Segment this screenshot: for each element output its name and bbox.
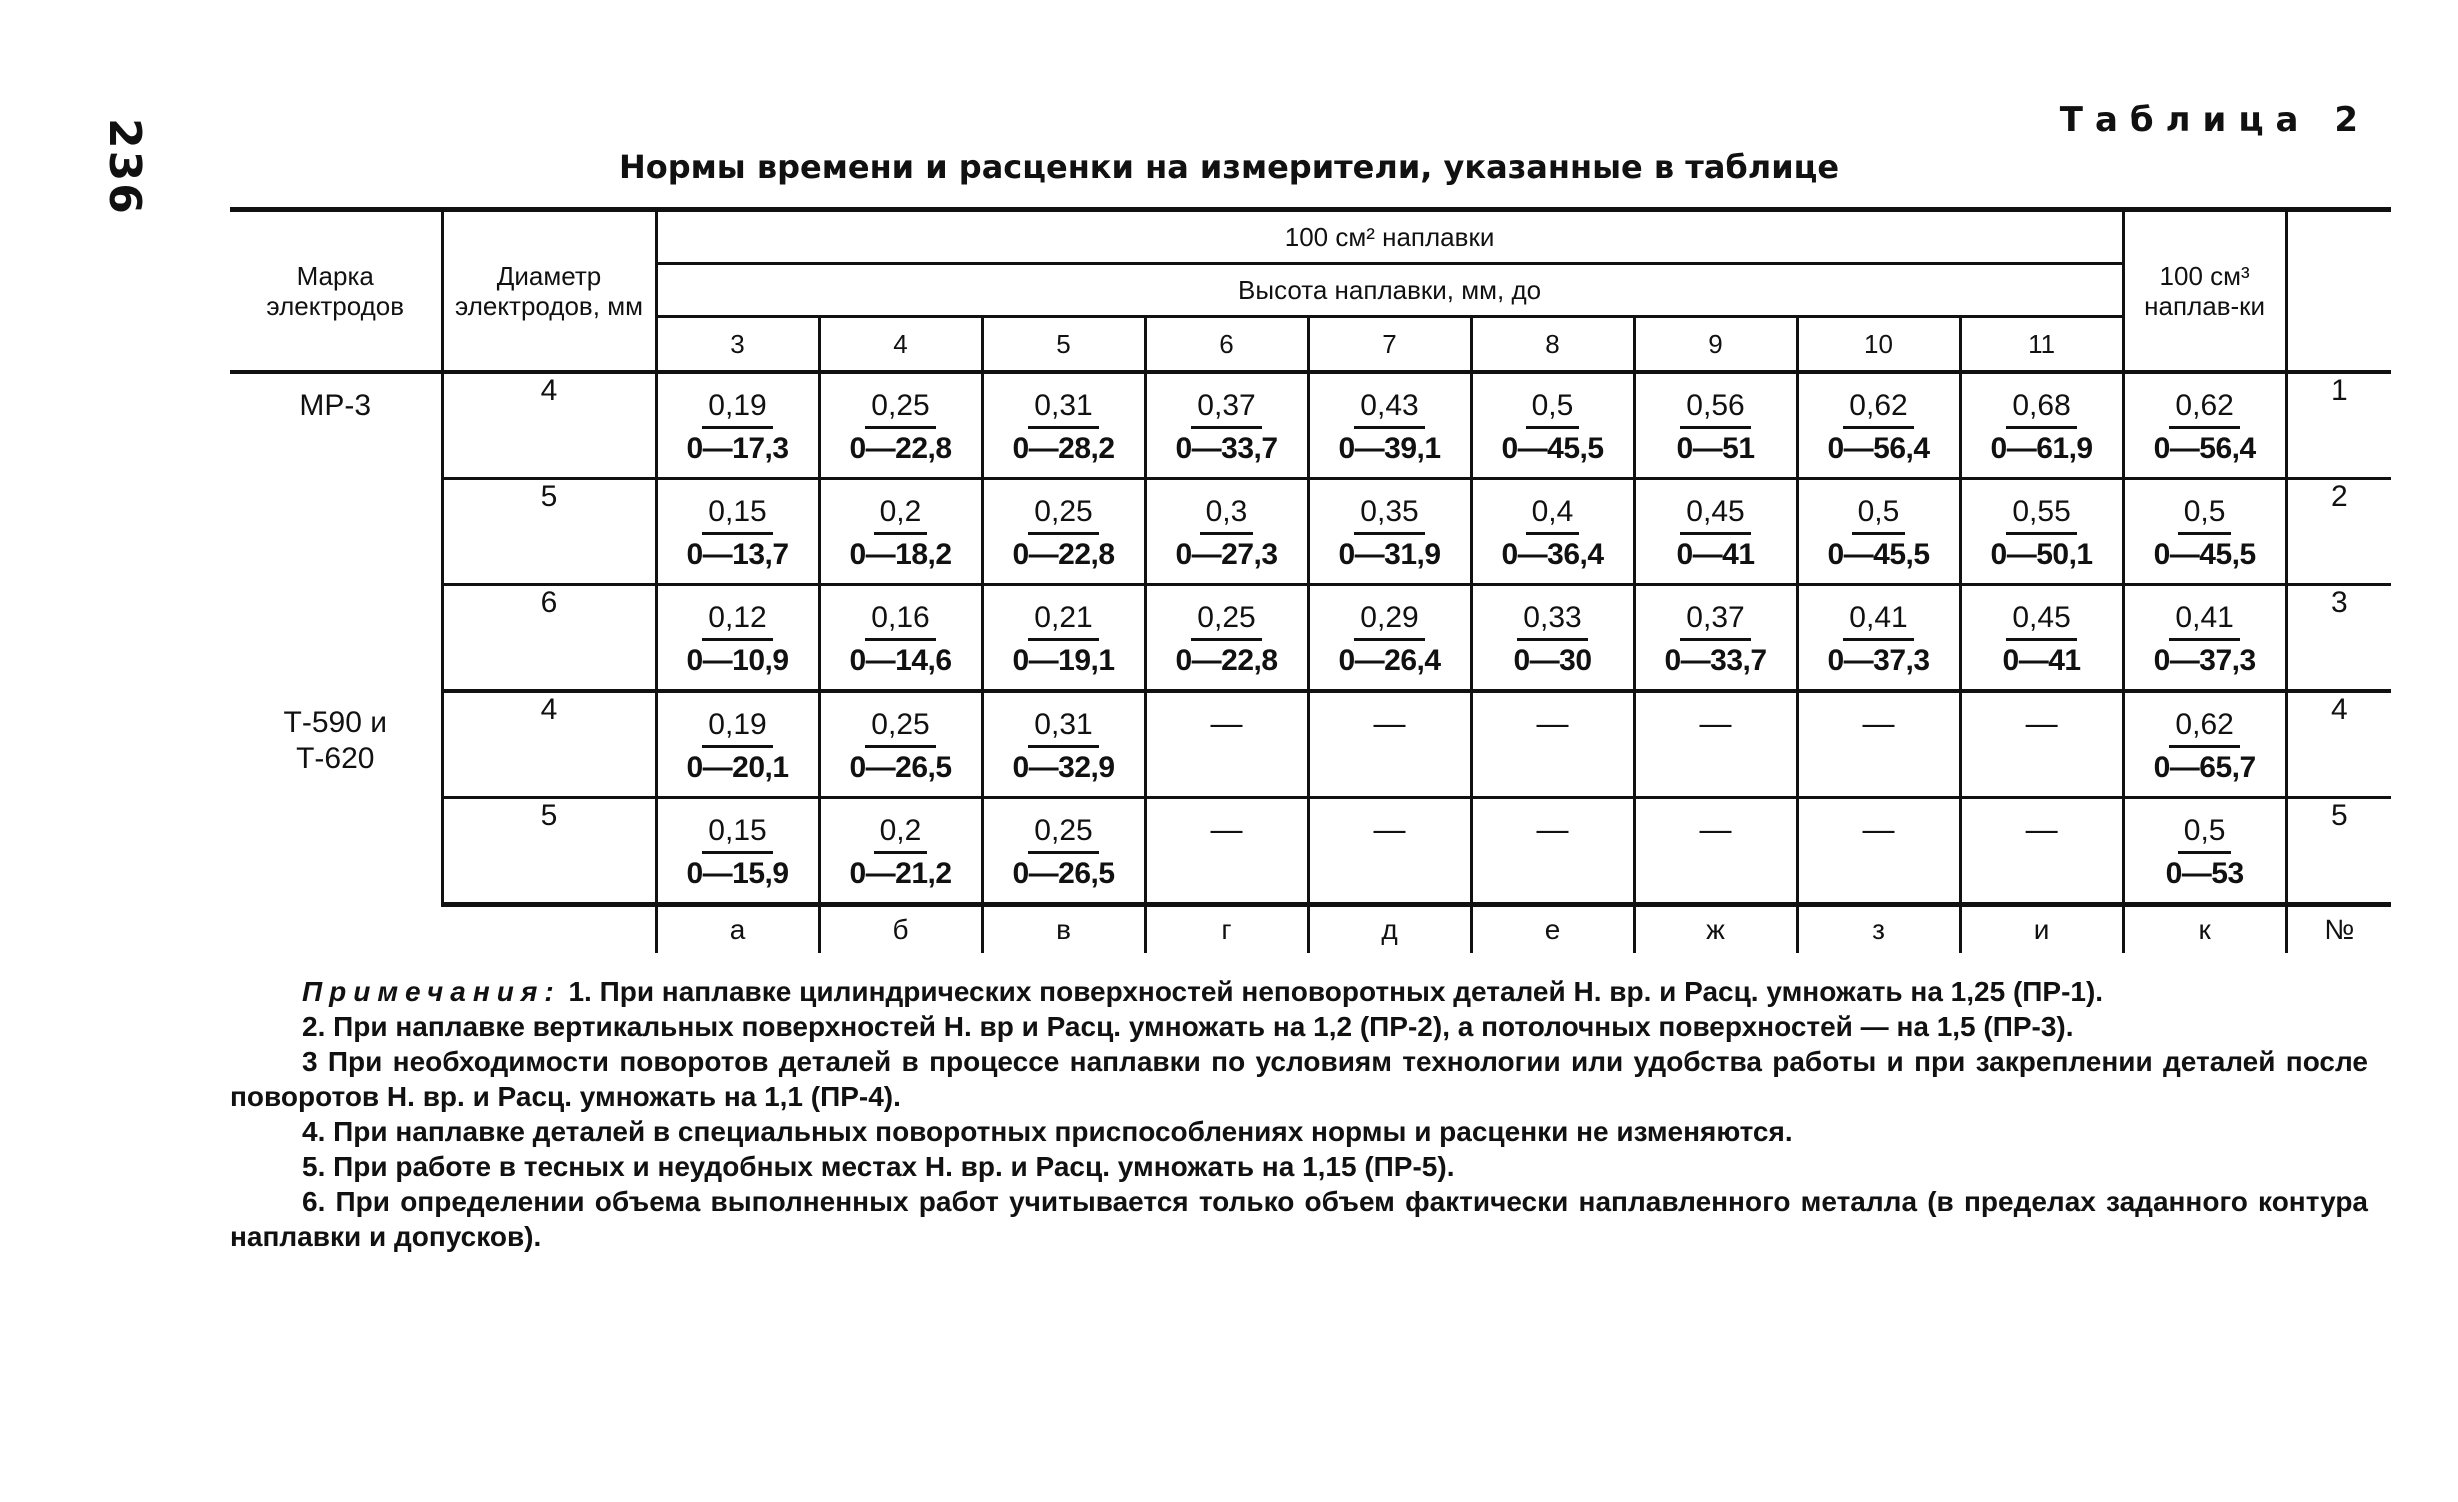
norm-cell: [1145, 372, 1308, 479]
norm-fraction: [1664, 598, 1766, 681]
norm-fraction: [2154, 598, 2256, 681]
rate-price: 0—19,1: [1012, 644, 1115, 677]
notes-lead: Примечания:: [302, 976, 561, 1007]
norms-table: [230, 207, 2391, 953]
empty-dash: —: [1862, 811, 1895, 847]
electrode-diameter: 4: [442, 372, 656, 479]
norm-fraction: [1338, 492, 1440, 575]
norm-fraction: [1827, 598, 1929, 681]
empty-dash: —: [1210, 811, 1243, 847]
time-norm: 0,55: [2006, 492, 2076, 535]
electrode-diameter: 5: [442, 798, 656, 905]
header-height-group: Высота наплавки, мм, до: [656, 264, 2123, 317]
column-letter: к: [2123, 905, 2286, 954]
time-norm: 0,12: [702, 598, 772, 641]
column-letter: г: [1145, 905, 1308, 954]
table-row: [230, 372, 2391, 479]
norm-cell: [1308, 372, 1471, 479]
row-number: 3: [2286, 585, 2391, 692]
norm-cell: [1471, 585, 1634, 692]
rate-price: 0—56,4: [1827, 432, 1930, 465]
time-norm: 0,5: [1852, 492, 1906, 535]
norm-cell: [1960, 585, 2123, 692]
rate-price: 0—22,8: [849, 432, 952, 465]
table-row: [230, 691, 2391, 798]
row-number: 2: [2286, 479, 2391, 585]
rate-price: 0—41: [1676, 538, 1755, 571]
column-letter: а: [656, 905, 819, 954]
rate-price: 0—30: [1513, 644, 1592, 677]
empty-dash: —: [1210, 705, 1243, 741]
empty-dash: —: [1699, 811, 1732, 847]
column-letter: е: [1471, 905, 1634, 954]
page-number: 236: [99, 118, 150, 216]
norm-fraction: [1676, 386, 1754, 469]
rate-price: 0—14,6: [849, 644, 952, 677]
rate-price: 0—45,5: [2153, 538, 2256, 571]
header-height-7: 7: [1308, 317, 1471, 373]
rate-price: 0—37,3: [1827, 644, 1930, 677]
rate-price: 0—22,8: [1012, 538, 1115, 571]
norm-cell: [1308, 691, 1471, 798]
time-norm: 0,31: [1028, 705, 1098, 748]
time-norm: 0,56: [1680, 386, 1750, 429]
electrode-brand: Т-590 и Т-620: [230, 691, 442, 905]
empty-dash: —: [1373, 705, 1406, 741]
norm-cell: [982, 585, 1145, 692]
rate-price: 0—45,5: [1501, 432, 1604, 465]
note-3: 3 При необходимости поворотов деталей в процессе наплавки по условиям технологии или удобства работы и при закреплении деталей после поворотов Н. вр. и Расц. умножать на 1,1 (ПР-4).: [230, 1046, 2368, 1112]
norm-fraction: [686, 492, 788, 575]
norm-cell: [1797, 798, 1960, 905]
time-norm: 0,16: [865, 598, 935, 641]
time-norm: 0,25: [1191, 598, 1261, 641]
time-norm: 0,45: [2006, 598, 2076, 641]
norm-cell: [1145, 585, 1308, 692]
column-letter: и: [1960, 905, 2123, 954]
time-norm: 0,3: [1200, 492, 1254, 535]
note-6: 6. При определении объема выполненных работ учитывается только объем фактически наплавленного металла (в пределах заданного контура наплавки и допусков).: [230, 1186, 2368, 1252]
norm-cell: [982, 479, 1145, 585]
rate-price: 0—13,7: [686, 538, 789, 571]
norm-fraction: [1501, 386, 1603, 469]
norm-fraction: [1513, 598, 1591, 681]
time-norm: 0,45: [1680, 492, 1750, 535]
time-norm: 0,62: [1843, 386, 1913, 429]
rate-price: 0—33,7: [1664, 644, 1767, 677]
norm-cell: [1308, 585, 1471, 692]
time-norm: 0,5: [2178, 492, 2232, 535]
time-norm: 0,43: [1354, 386, 1424, 429]
norm-fraction: [1012, 705, 1114, 788]
empty-dash: —: [1373, 811, 1406, 847]
table-row: [230, 798, 2391, 905]
header-brand: Марка электродов: [230, 210, 442, 373]
note-4: 4. При наплавке деталей в специальных поворотных приспособлениях нормы и расценки не изменяются.: [302, 1116, 1793, 1147]
norm-cell: [2123, 798, 2286, 905]
norm-cell: [819, 691, 982, 798]
rate-price: 0—41: [2002, 644, 2081, 677]
norm-fraction: [2154, 705, 2256, 788]
notes: [230, 974, 2368, 1254]
rate-price: 0—18,2: [849, 538, 952, 571]
rate-price: 0—10,9: [686, 644, 789, 677]
norm-cell: [1471, 691, 1634, 798]
norm-fraction: [849, 598, 951, 681]
time-norm: 0,25: [1028, 492, 1098, 535]
row-number: 1: [2286, 372, 2391, 479]
row-number: 5: [2286, 798, 2391, 905]
norm-cell: [1634, 479, 1797, 585]
rate-price: 0—39,1: [1338, 432, 1441, 465]
time-norm: 0,31: [1028, 386, 1098, 429]
norm-fraction: [1338, 598, 1440, 681]
norm-cell: [656, 585, 819, 692]
norm-cell: [2123, 479, 2286, 585]
norm-cell: [656, 798, 819, 905]
note-5: 5. При работе в тесных и неудобных местах Н. вр. и Расц. умножать на 1,15 (ПР-5).: [302, 1151, 1455, 1182]
time-norm: 0,15: [702, 811, 772, 854]
time-norm: 0,41: [2169, 598, 2239, 641]
note-2: 2. При наплавке вертикальных поверхностей Н. вр и Расц. умножать на 1,2 (ПР-2), а потолочных поверхностей — на 1,5 (ПР-3).: [302, 1011, 2074, 1042]
header-height-8: 8: [1471, 317, 1634, 373]
norm-fraction: [1991, 492, 2093, 575]
norm-cell: [1308, 798, 1471, 905]
norm-fraction: [686, 705, 788, 788]
rate-price: 0—51: [1676, 432, 1755, 465]
norm-cell: [1797, 585, 1960, 692]
number-label: №: [2286, 905, 2391, 954]
norm-fraction: [1175, 598, 1277, 681]
rate-price: 0—22,8: [1175, 644, 1278, 677]
time-norm: 0,62: [2169, 386, 2239, 429]
norm-cell: [1960, 372, 2123, 479]
header-row-number: [2286, 210, 2391, 373]
rate-price: 0—21,2: [849, 857, 952, 890]
norm-fraction: [1012, 386, 1114, 469]
norm-cell: [656, 479, 819, 585]
norm-fraction: [686, 598, 788, 681]
time-norm: 0,21: [1028, 598, 1098, 641]
rate-price: 0—20,1: [686, 751, 789, 784]
header-height-4: 4: [819, 317, 982, 373]
norm-fraction: [2003, 598, 2081, 681]
norm-cell: [1471, 479, 1634, 585]
electrode-diameter: 5: [442, 479, 656, 585]
table-label: Таблица 2: [2059, 100, 2370, 140]
time-norm: 0,62: [2169, 705, 2239, 748]
rate-price: 0—61,9: [1990, 432, 2093, 465]
rate-price: 0—28,2: [1012, 432, 1115, 465]
norm-fraction: [1501, 492, 1603, 575]
time-norm: 0,5: [2178, 811, 2232, 854]
norm-fraction: [2154, 386, 2256, 469]
header-height-9: 9: [1634, 317, 1797, 373]
header-volume: 100 см³ наплав-ки: [2123, 210, 2286, 373]
norm-cell: [1797, 691, 1960, 798]
norm-fraction: [686, 811, 788, 894]
header-height-6: 6: [1145, 317, 1308, 373]
norm-cell: [1634, 798, 1797, 905]
norm-cell: [1471, 798, 1634, 905]
time-norm: 0,37: [1191, 386, 1261, 429]
rate-price: 0—27,3: [1175, 538, 1278, 571]
header-height-10: 10: [1797, 317, 1960, 373]
header-height-3: 3: [656, 317, 819, 373]
time-norm: 0,29: [1354, 598, 1424, 641]
rate-price: 0—31,9: [1338, 538, 1441, 571]
table-title: Нормы времени и расценки на измерители, указанные в таблице: [618, 148, 1840, 186]
rate-price: 0—56,4: [2153, 432, 2256, 465]
electrode-brand: МР-3: [230, 372, 442, 691]
time-norm: 0,2: [874, 811, 928, 854]
time-norm: 0,25: [1028, 811, 1098, 854]
empty-dash: —: [1536, 811, 1569, 847]
rate-price: 0—53: [2165, 857, 2244, 890]
norm-cell: [982, 372, 1145, 479]
time-norm: 0,41: [1843, 598, 1913, 641]
electrode-diameter: 6: [442, 585, 656, 692]
time-norm: 0,19: [702, 705, 772, 748]
rate-price: 0—17,3: [686, 432, 789, 465]
norm-fraction: [1991, 386, 2093, 469]
header-height-11: 11: [1960, 317, 2123, 373]
header-area-group: 100 см² наплавки: [656, 210, 2123, 264]
norm-fraction: [686, 386, 788, 469]
rate-price: 0—15,9: [686, 857, 789, 890]
rate-price: 0—26,5: [849, 751, 952, 784]
norm-fraction: [849, 492, 951, 575]
time-norm: 0,2: [874, 492, 928, 535]
rate-price: 0—45,5: [1827, 538, 1930, 571]
rate-price: 0—37,3: [2153, 644, 2256, 677]
norm-fraction: [849, 811, 951, 894]
norm-fraction: [1012, 598, 1114, 681]
time-norm: 0,68: [2006, 386, 2076, 429]
norm-cell: [2123, 585, 2286, 692]
header-diameter: Диаметр электродов, мм: [442, 210, 656, 373]
norm-fraction: [849, 705, 951, 788]
rate-price: 0—36,4: [1501, 538, 1604, 571]
norm-fraction: [1012, 811, 1114, 894]
rate-price: 0—32,9: [1012, 751, 1115, 784]
norm-cell: [819, 585, 982, 692]
time-norm: 0,35: [1354, 492, 1424, 535]
norm-cell: [1634, 691, 1797, 798]
column-letter: д: [1308, 905, 1471, 954]
norm-cell: [656, 691, 819, 798]
norm-cell: [1145, 479, 1308, 585]
norm-cell: [982, 691, 1145, 798]
time-norm: 0,5: [1526, 386, 1580, 429]
norm-cell: [1145, 691, 1308, 798]
norm-fraction: [1676, 492, 1754, 575]
norm-cell: [2123, 691, 2286, 798]
column-letter: б: [819, 905, 982, 954]
electrode-diameter: 4: [442, 691, 656, 798]
norm-cell: [819, 372, 982, 479]
norm-cell: [1960, 798, 2123, 905]
rate-price: 0—26,4: [1338, 644, 1441, 677]
norm-cell: [1960, 691, 2123, 798]
column-letter: в: [982, 905, 1145, 954]
row-number: 4: [2286, 691, 2391, 798]
norm-fraction: [849, 386, 951, 469]
norm-fraction: [1338, 386, 1440, 469]
header-height-5: 5: [982, 317, 1145, 373]
norm-cell: [982, 798, 1145, 905]
norm-fraction: [1012, 492, 1114, 575]
empty-dash: —: [1862, 705, 1895, 741]
norm-cell: [2123, 372, 2286, 479]
norm-cell: [1634, 372, 1797, 479]
time-norm: 0,25: [865, 386, 935, 429]
norm-cell: [1308, 479, 1471, 585]
empty-dash: —: [2025, 811, 2058, 847]
rate-price: 0—33,7: [1175, 432, 1278, 465]
time-norm: 0,37: [1680, 598, 1750, 641]
empty-dash: —: [2025, 705, 2058, 741]
time-norm: 0,33: [1517, 598, 1587, 641]
empty-dash: —: [1536, 705, 1569, 741]
letters-blank: [230, 905, 656, 954]
time-norm: 0,25: [865, 705, 935, 748]
norm-fraction: [1175, 492, 1277, 575]
time-norm: 0,15: [702, 492, 772, 535]
norm-fraction: [2166, 811, 2244, 894]
norm-cell: [1471, 372, 1634, 479]
norm-cell: [1797, 372, 1960, 479]
norm-cell: [819, 479, 982, 585]
rate-price: 0—50,1: [1990, 538, 2093, 571]
norm-fraction: [1175, 386, 1277, 469]
time-norm: 0,19: [702, 386, 772, 429]
column-letter: ж: [1634, 905, 1797, 954]
table-row: [230, 585, 2391, 692]
norm-cell: [819, 798, 982, 905]
empty-dash: —: [1699, 705, 1732, 741]
norm-cell: [1797, 479, 1960, 585]
rate-price: 0—65,7: [2153, 751, 2256, 784]
norm-cell: [1634, 585, 1797, 692]
rate-price: 0—26,5: [1012, 857, 1115, 890]
norm-cell: [656, 372, 819, 479]
norm-cell: [1145, 798, 1308, 905]
note-1: Примечания: 1. При наплавке цилиндрических поверхностей неповоротных деталей Н. вр. и Расц. умножать на 1,25 (ПР-1).: [302, 976, 2104, 1007]
table-row: [230, 479, 2391, 585]
norm-fraction: [1827, 386, 1929, 469]
norm-fraction: [1827, 492, 1929, 575]
norm-cell: [1960, 479, 2123, 585]
column-letter: з: [1797, 905, 1960, 954]
norm-fraction: [2154, 492, 2256, 575]
time-norm: 0,4: [1526, 492, 1580, 535]
